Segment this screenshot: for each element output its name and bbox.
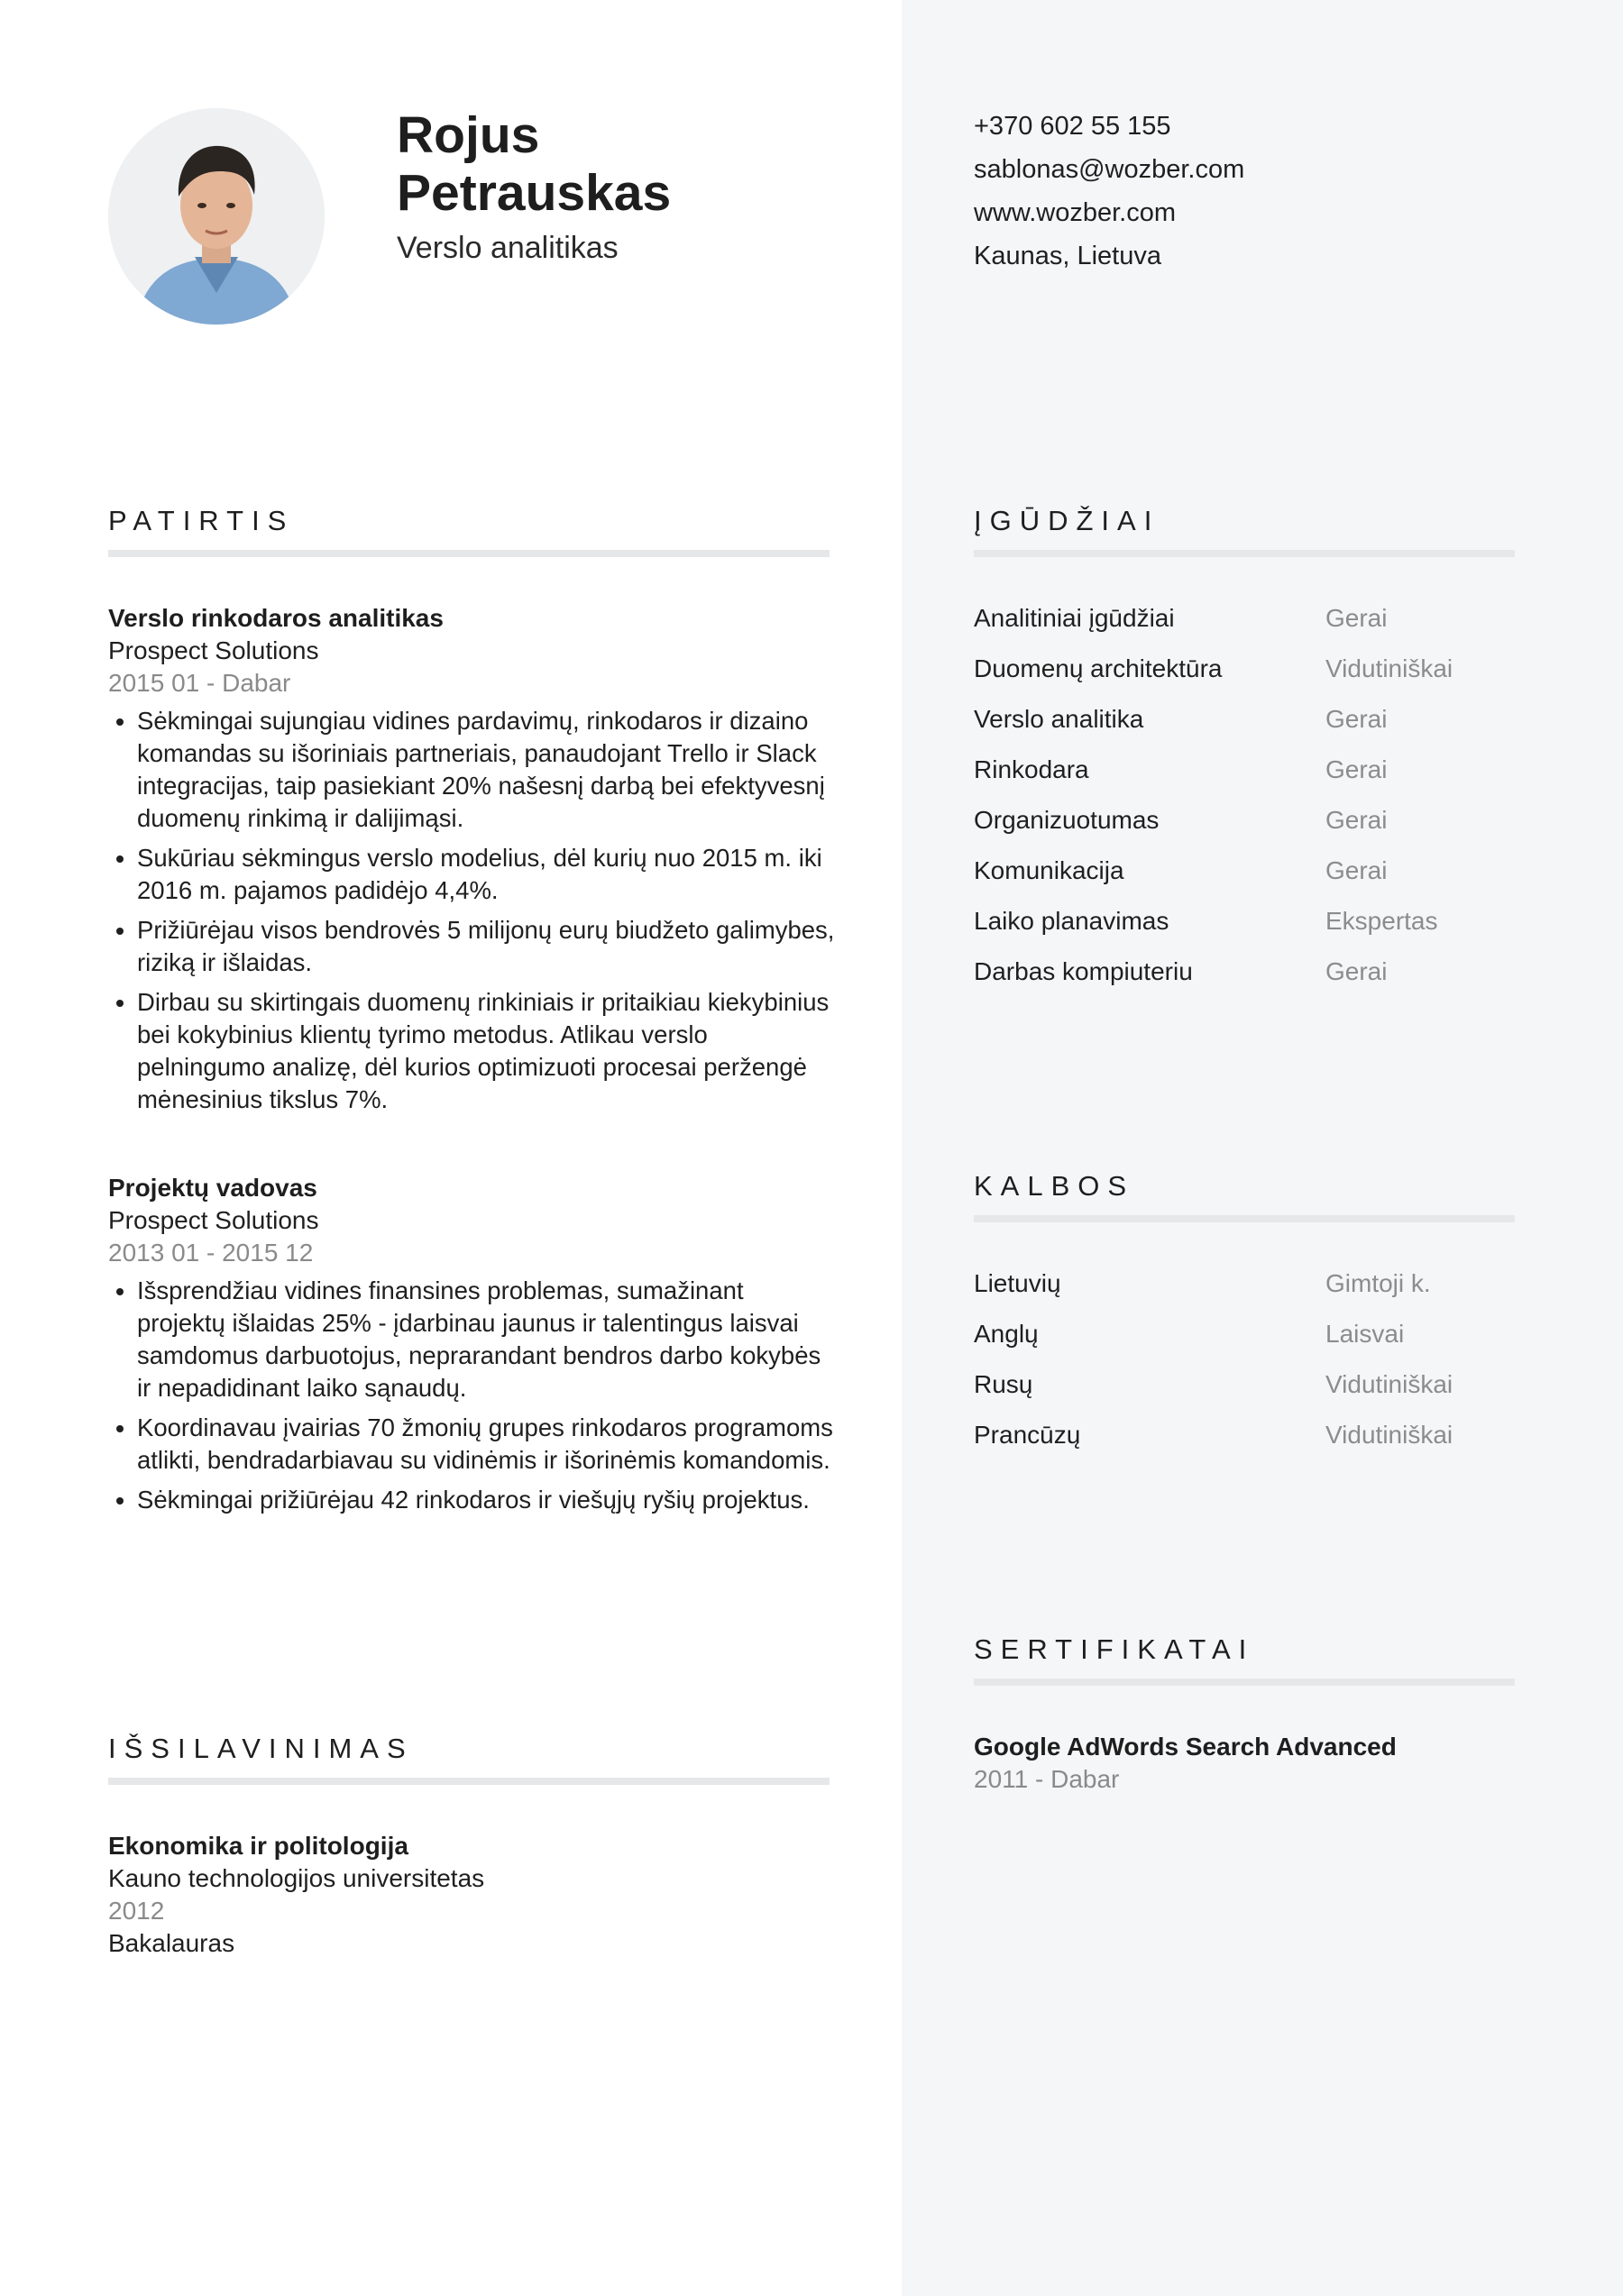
education-divider — [108, 1778, 830, 1785]
job-dates: 2013 01 - 2015 12 — [108, 1239, 314, 1267]
education-heading: IŠSILAVINIMAS — [108, 1733, 414, 1764]
skill-name: Verslo analitika — [974, 705, 1144, 733]
achievement-item: • Dirbau su skirtingais duomenų rinkiniais ir pritaikiau kiekybinius bei kokybinius klientų tyrimo metodus. Atlikau verslo pelningumo analizę, dėl kurios optimizuoti procesai peržengė mėnesinius tikslus 7%. — [137, 986, 839, 1116]
language-level: Vidutiniškai — [1325, 1421, 1453, 1449]
language-row — [974, 1316, 1515, 1367]
skill-level: Gerai — [1325, 806, 1388, 834]
skills-heading: ĮGŪDŽIAI — [974, 505, 1160, 536]
avatar — [108, 108, 325, 325]
email: sablonas@wozber.com — [974, 155, 1245, 184]
achievement-item: • Išsprendžiau vidines finansines problemas, sumažinant projektų išlaidas 25% - įdarbinau jaunus ir talentingus laisvai samdomus darbuotojus, neprarandant bendros darbo kokybės ir nepadidinant laiko sąnaudų. — [137, 1275, 839, 1404]
language-name: Anglų — [974, 1320, 1039, 1348]
skill-name: Komunikacija — [974, 856, 1124, 884]
language-name: Lietuvių — [974, 1269, 1061, 1297]
skill-level: Gerai — [1325, 705, 1388, 733]
language-row — [974, 1266, 1515, 1316]
job-dates: 2015 01 - Dabar — [108, 669, 291, 697]
degree: Ekonomika ir politologija — [108, 1832, 408, 1860]
job-achievements — [108, 1275, 839, 1516]
website: www.wozber.com — [974, 198, 1177, 227]
experience-divider — [108, 550, 830, 557]
sidebar-background — [902, 0, 1623, 2296]
language-name: Prancūzų — [974, 1421, 1081, 1449]
certificate-name: Google AdWords Search Advanced — [974, 1733, 1397, 1761]
skill-level: Gerai — [1325, 604, 1388, 632]
certificate-dates: 2011 - Dabar — [974, 1765, 1120, 1793]
first-name: Rojus — [397, 106, 540, 164]
skill-name: Darbas kompiuteriu — [974, 957, 1193, 985]
skill-row — [974, 752, 1515, 802]
full-name — [397, 106, 671, 222]
language-row — [974, 1417, 1515, 1468]
achievement-item: • Koordinavau įvairias 70 žmonių grupes rinkodaros programoms atlikti, bendradarbiavau su vidinėmis ir išorinėmis komandomis. — [137, 1412, 839, 1477]
job-position: Projektų vadovas — [108, 1174, 317, 1202]
skills-divider — [974, 550, 1515, 557]
language-level: Vidutiniškai — [1325, 1370, 1453, 1398]
skill-level: Gerai — [1325, 755, 1388, 783]
certificates-heading: SERTIFIKATAI — [974, 1633, 1255, 1665]
job-company: Prospect Solutions — [108, 1206, 319, 1234]
skill-name: Rinkodara — [974, 755, 1089, 783]
skill-row — [974, 802, 1515, 853]
skill-row — [974, 701, 1515, 752]
job-entry-2 — [108, 1172, 839, 1523]
graduation-year: 2012 — [108, 1897, 165, 1925]
skill-name: Organizuotumas — [974, 806, 1160, 834]
experience-heading: PATIRTIS — [108, 505, 295, 536]
skill-name: Laiko planavimas — [974, 907, 1169, 935]
languages-list — [974, 1266, 1515, 1468]
job-title: Verslo analitikas — [397, 231, 619, 265]
languages-heading: KALBOS — [974, 1170, 1135, 1202]
last-name: Petrauskas — [397, 164, 672, 222]
skill-row — [974, 853, 1515, 903]
language-level: Gimtoji k. — [1325, 1269, 1431, 1297]
skill-row — [974, 954, 1515, 1004]
school: Kauno technologijos universitetas — [108, 1864, 485, 1892]
skill-row — [974, 651, 1515, 701]
location: Kaunas, Lietuva — [974, 242, 1161, 270]
skills-list — [974, 600, 1515, 1004]
job-achievements — [108, 705, 839, 1116]
skill-level: Ekspertas — [1325, 907, 1438, 935]
skill-name: Duomenų architektūra — [974, 654, 1223, 682]
achievement-item: • Prižiūrėjau visos bendrovės 5 milijonų eurų biudžeto galimybes, riziką ir išlaidas. — [137, 914, 839, 979]
certificates-divider — [974, 1679, 1515, 1686]
languages-divider — [974, 1215, 1515, 1222]
achievement-item: • Sėkmingai prižiūrėjau 42 rinkodaros ir viešųjų ryšių projektus. — [137, 1484, 839, 1516]
language-name: Rusų — [974, 1370, 1033, 1398]
skill-row — [974, 600, 1515, 651]
degree-level: Bakalauras — [108, 1929, 235, 1957]
skill-row — [974, 903, 1515, 954]
contact-info — [974, 105, 1244, 278]
language-level: Laisvai — [1325, 1320, 1405, 1348]
skill-level: Vidutiniškai — [1325, 654, 1453, 682]
achievement-item: • Sukūriau sėkmingus verslo modelius, dėl kurių nuo 2015 m. iki 2016 m. pajamos padidėjo 4,4%. — [137, 842, 839, 907]
job-position: Verslo rinkodaros analitikas — [108, 604, 444, 632]
phone: +370 602 55 155 — [974, 112, 1171, 141]
certificate-entry — [974, 1731, 1397, 1796]
language-row — [974, 1367, 1515, 1417]
education-entry — [108, 1830, 484, 1960]
achievement-item: • Sėkmingai sujungiau vidines pardavimų, rinkodaros ir dizaino komandas su išoriniais partneriais, panaudojant Trello ir Slack integracijas, taip pasiekiant 20% našesnį darbą bei efektyvesnį duomenų rinkimą ir dalijimąsi. — [137, 705, 839, 835]
job-company: Prospect Solutions — [108, 636, 319, 664]
skill-level: Gerai — [1325, 957, 1388, 985]
skill-level: Gerai — [1325, 856, 1388, 884]
person-portrait-icon — [108, 108, 325, 325]
skill-name: Analitiniai įgūdžiai — [974, 604, 1175, 632]
job-entry-1 — [108, 602, 839, 1123]
